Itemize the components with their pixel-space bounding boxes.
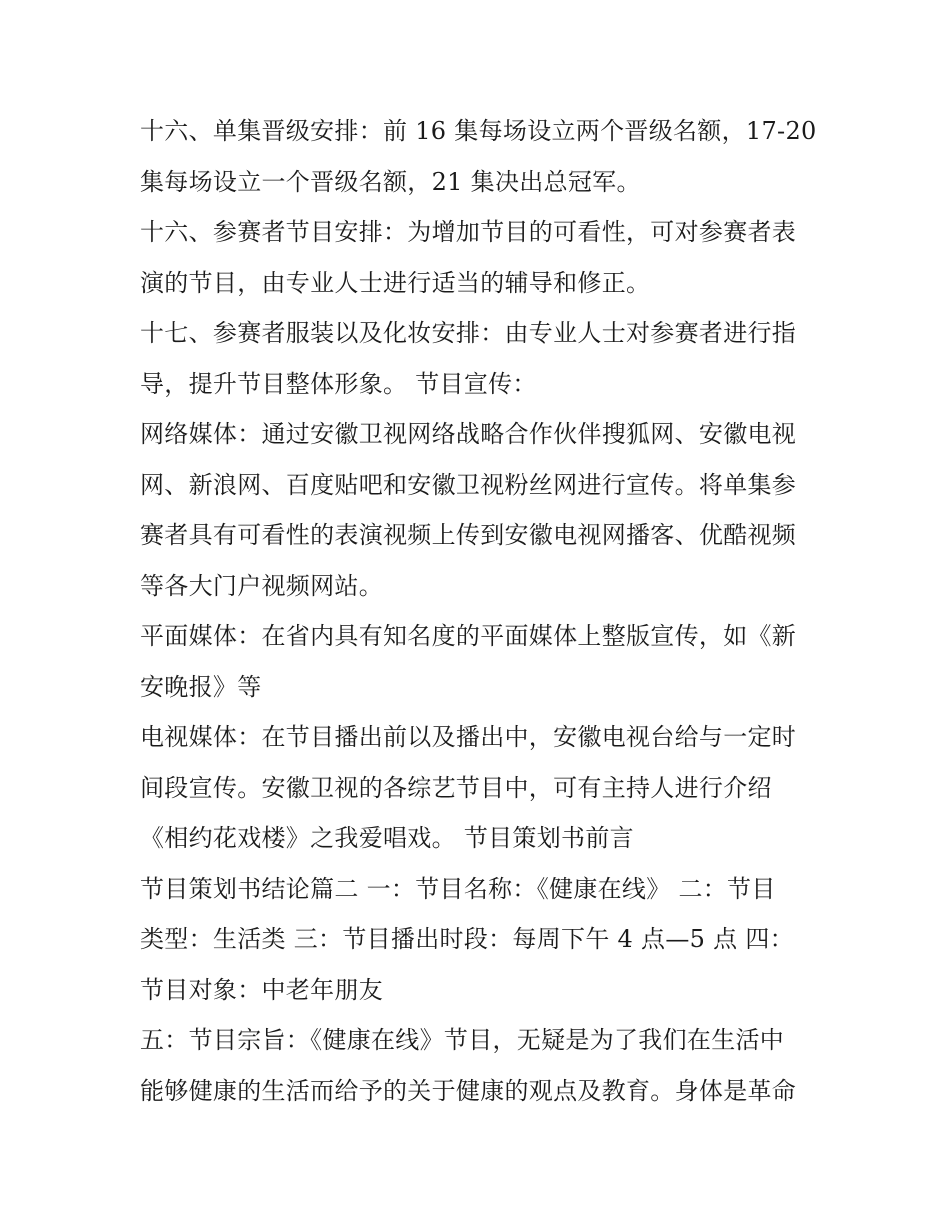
text-line: 赛者具有可看性的表演视频上传到安徽电视网播客、优酷视频	[140, 521, 797, 549]
text-line: 《相约花戏楼》之我爱唱戏。 节目策划书前言	[140, 824, 634, 852]
text-line: 安晚报》等	[140, 673, 262, 701]
text-line: 导，提升节目整体形象。 节目宣传：	[140, 370, 537, 398]
text-line: 十六、参赛者节目安排：为增加节目的可看性，可对参赛者表	[140, 218, 797, 246]
text-line: 演的节目，由专业人士进行适当的辅导和修正。	[140, 269, 651, 297]
text-line: 类型：生活类 三：节目播出时段：每周下午 4 点—5 点 四：	[140, 925, 794, 953]
text-line: 五：节目宗旨：《健康在线》节目，无疑是为了我们在生活中	[140, 1026, 785, 1054]
text-line: 间段宣传。安徽卫视的各综艺节目中，可有主持人进行介绍	[140, 774, 772, 802]
text-line: 电视媒体：在节目播出前以及播出中，安徽电视台给与一定时	[140, 723, 797, 751]
text-line: 节目策划书结论篇二 一：节目名称：《健康在线》 二：节目	[140, 875, 776, 903]
text-line: 等各大门户视频网站。	[140, 572, 383, 600]
text-line: 节目对象：中老年朋友	[140, 976, 383, 1004]
text-line: 能够健康的生活而给予的关于健康的观点及教育。身体是革命	[140, 1077, 797, 1105]
text-line: 十六、单集晋级安排：前 16 集每场设立两个晋级名额，17-20	[140, 117, 817, 145]
text-line: 网络媒体：通过安徽卫视网络战略合作伙伴搜狐网、安徽电视	[140, 420, 797, 448]
text-line: 网、新浪网、百度贴吧和安徽卫视粉丝网进行宣传。将单集参	[140, 471, 797, 499]
text-line: 十七、参赛者服装以及化妆安排：由专业人士对参赛者进行指	[140, 319, 797, 347]
text-line: 集每场设立一个晋级名额，21 集决出总冠军。	[140, 168, 641, 196]
text-line: 平面媒体：在省内具有知名度的平面媒体上整版宣传，如《新	[140, 622, 797, 650]
